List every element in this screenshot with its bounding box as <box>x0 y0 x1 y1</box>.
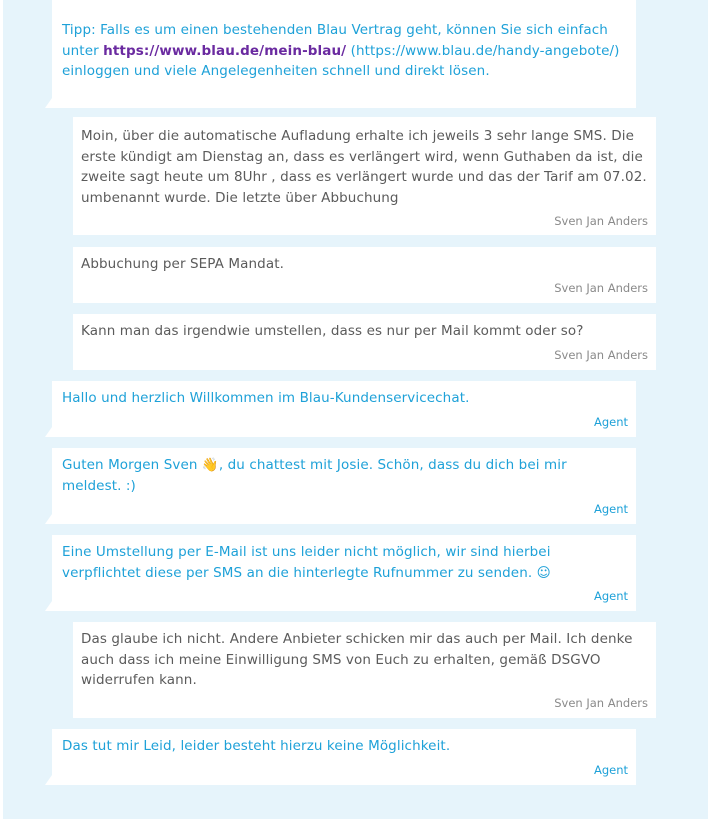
message-text: Eine Umstellung per E-Mail ist uns leider nicht möglich, wir sind hierbei verpflichtet diese per SMS an die hinterlegte Rufnummer zu senden. ☺ <box>62 544 551 581</box>
chat-transcript <box>3 0 708 819</box>
sender-name: Sven Jan Anders <box>554 696 648 710</box>
sender-name: Agent <box>593 763 628 777</box>
agent-message <box>52 381 636 437</box>
sender-name: Sven Jan Anders <box>554 281 648 295</box>
message-text: Kann man das irgendwie umstellen, dass es nur per Mail kommt oder so? <box>81 323 584 339</box>
message-text: Tipp: Falls es um einen bestehenden Blau Vertrag geht, können Sie sich einfach unter https://www.blau.de/mein-blau/ (https://www.blau.de/handy-angebote/) einloggen und viele Angelegenheiten schnell und direkt lösen. <box>62 22 620 79</box>
sender-name: Sven Jan Anders <box>554 348 648 362</box>
message-text: Das tut mir Leid, leider besteht hierzu keine Möglichkeit. <box>62 738 451 754</box>
mein-blau-link[interactable]: https://www.blau.de/mein-blau/ <box>103 42 347 59</box>
agent-message <box>52 0 636 108</box>
user-message <box>73 247 656 303</box>
message-text: Das glaube ich nicht. Andere Anbieter schicken mir das auch per Mail. Ich denke auch dass ich meine Einwilligung SMS von Euch zu erhalten, gemäß DSGVO widerrufen kann. <box>81 631 633 688</box>
message-text: Moin, über die automatische Aufladung erhalte ich jeweils 3 sehr lange SMS. Die erste kündigt am Dienstag an, dass es verlängert wird, wenn Guthaben da ist, die zweite sagt heute um 8Uhr , dass es verlängert wurde und das der Tarif am 07.02. umbenannt wurde. Die letzte über Abbuchung <box>81 128 647 206</box>
user-message <box>73 314 656 370</box>
sender-name: Agent <box>593 415 628 429</box>
agent-message <box>52 448 636 524</box>
agent-message <box>52 535 636 611</box>
sender-name: Sven Jan Anders <box>554 214 648 228</box>
waving-hand-icon: 👋 <box>201 457 219 473</box>
sender-name: Agent <box>593 502 628 516</box>
message-text: Guten Morgen Sven 👋, du chattest mit Josie. Schön, dass du dich bei mir meldest. :) <box>62 457 567 494</box>
sender-name: Agent <box>593 589 628 603</box>
user-message <box>73 622 656 718</box>
agent-message <box>52 729 636 785</box>
message-text: Abbuchung per SEPA Mandat. <box>81 256 285 272</box>
message-text: Hallo und herzlich Willkommen im Blau-Kundenservicechat. <box>62 390 470 406</box>
user-message <box>73 117 656 235</box>
